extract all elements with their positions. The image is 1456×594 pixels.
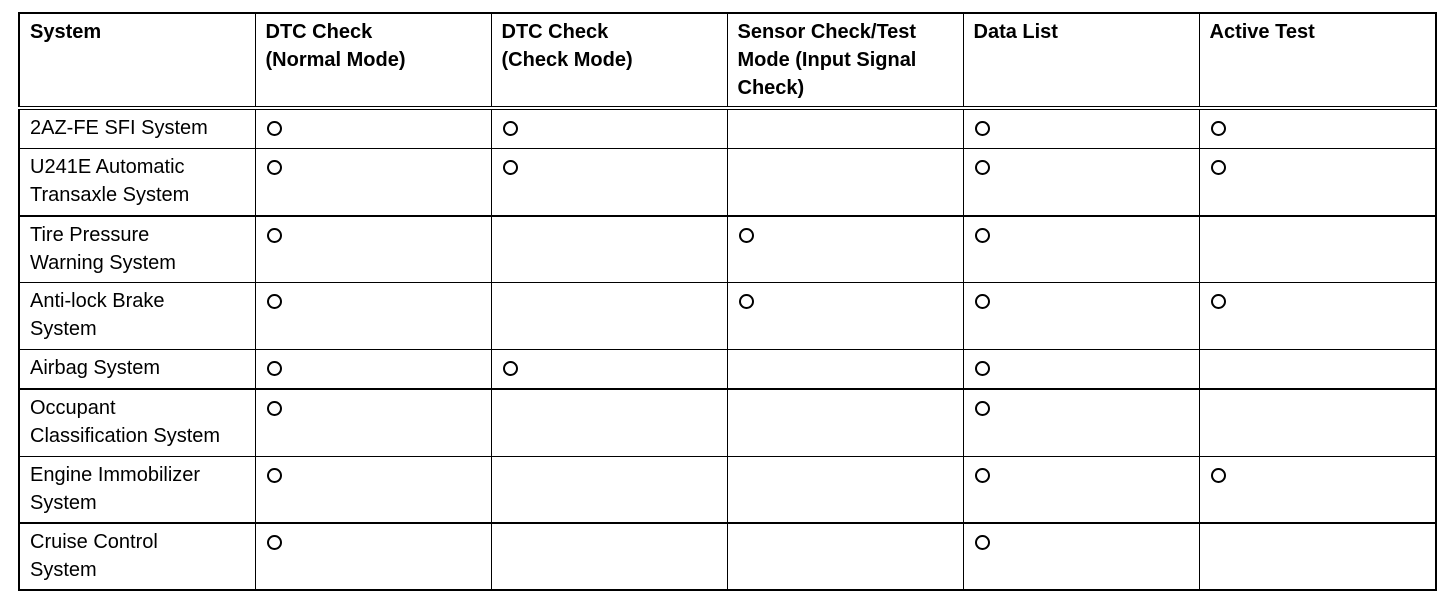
circle-icon (503, 361, 518, 376)
header-row (19, 13, 1436, 108)
circle-icon (1211, 121, 1226, 136)
circle-icon (975, 228, 990, 243)
table-row (19, 149, 1436, 216)
circle-icon (267, 160, 282, 175)
support-cell (727, 456, 963, 523)
system-name-line: Warning System (30, 251, 176, 274)
circle-icon (267, 468, 282, 483)
support-cell (255, 216, 491, 283)
system-name-cell (19, 389, 255, 456)
table-row (19, 456, 1436, 523)
header-line: Active Test (1209, 21, 1315, 43)
support-cell (1199, 216, 1436, 283)
circle-icon (975, 468, 990, 483)
support-cell (727, 523, 963, 590)
column-header-data-list (963, 13, 1199, 108)
circle-icon (1211, 160, 1226, 175)
circle-icon (975, 535, 990, 550)
support-cell (491, 216, 727, 283)
diagnostic-function-table (18, 12, 1437, 591)
support-cell (727, 350, 963, 390)
table-header (19, 13, 1436, 108)
column-header-system (19, 13, 255, 108)
system-name-cell (19, 283, 255, 350)
system-name-cell (19, 216, 255, 283)
table-row (19, 108, 1436, 149)
table-row (19, 389, 1436, 456)
support-cell (963, 456, 1199, 523)
support-cell (1199, 389, 1436, 456)
support-cell (727, 108, 963, 149)
support-cell (727, 216, 963, 283)
support-cell (963, 350, 1199, 390)
header-line: Mode (Input Signal (737, 49, 917, 71)
system-name-line: U241E Automatic (30, 156, 185, 178)
system-name-cell (19, 108, 255, 149)
support-cell (255, 389, 491, 456)
circle-icon (267, 401, 282, 416)
support-cell (1199, 523, 1436, 590)
support-cell (255, 523, 491, 590)
support-cell (1199, 108, 1436, 149)
circle-icon (975, 401, 990, 416)
column-header-sensor-check (727, 13, 963, 108)
support-cell (1199, 149, 1436, 216)
circle-icon (1211, 294, 1226, 309)
header-line: Check) (737, 77, 805, 99)
support-cell (491, 456, 727, 523)
support-cell (491, 149, 727, 216)
header-line: Data List (973, 21, 1058, 43)
system-name-line: Classification System (30, 425, 221, 447)
support-cell (255, 108, 491, 149)
circle-icon (267, 294, 282, 309)
support-cell (255, 149, 491, 216)
support-cell (255, 350, 491, 390)
table-row (19, 283, 1436, 350)
column-header-active-test (1199, 13, 1436, 108)
support-cell (491, 350, 727, 390)
circle-icon (739, 228, 754, 243)
support-cell (963, 523, 1199, 590)
circle-icon (975, 361, 990, 376)
table-row (19, 350, 1436, 390)
circle-icon (739, 294, 754, 309)
system-name-line: System (30, 318, 97, 340)
circle-icon (975, 160, 990, 175)
support-cell (491, 108, 727, 149)
support-cell (727, 283, 963, 350)
column-header-dtc-normal (255, 13, 491, 108)
system-name-cell (19, 149, 255, 216)
header-line: DTC Check (265, 21, 373, 43)
system-name-line: Transaxle System (30, 184, 190, 206)
system-name-line: System (30, 491, 97, 514)
circle-icon (1211, 468, 1226, 483)
support-cell (963, 149, 1199, 216)
header-line: (Check Mode) (501, 49, 633, 71)
header-line: Sensor Check/Test (737, 21, 917, 43)
support-cell (1199, 456, 1436, 523)
system-name-line: Occupant (30, 397, 116, 419)
system-name-line: Tire Pressure (30, 223, 150, 246)
circle-icon (975, 294, 990, 309)
support-cell (491, 523, 727, 590)
circle-icon (267, 121, 282, 136)
system-name-line: Anti-lock Brake (30, 290, 165, 312)
system-name-line: System (30, 559, 97, 581)
circle-icon (503, 121, 518, 136)
header-line: System (30, 21, 102, 43)
support-cell (963, 389, 1199, 456)
support-cell (1199, 283, 1436, 350)
support-cell (963, 108, 1199, 149)
system-name-line: 2AZ-FE SFI System (30, 117, 208, 139)
support-cell (963, 283, 1199, 350)
support-cell (727, 389, 963, 456)
circle-icon (975, 121, 990, 136)
table-body (19, 108, 1436, 590)
system-name-line: Engine Immobilizer (30, 463, 201, 486)
support-cell (727, 149, 963, 216)
system-name-line: Cruise Control (30, 531, 158, 553)
header-line: DTC Check (501, 21, 609, 43)
support-cell (255, 456, 491, 523)
circle-icon (267, 228, 282, 243)
column-header-dtc-check (491, 13, 727, 108)
header-line: (Normal Mode) (265, 49, 406, 71)
table-row (19, 523, 1436, 590)
circle-icon (503, 160, 518, 175)
system-name-line: Airbag System (30, 357, 161, 379)
support-cell (491, 389, 727, 456)
support-cell (255, 283, 491, 350)
system-name-cell (19, 523, 255, 590)
system-name-cell (19, 456, 255, 523)
system-name-cell (19, 350, 255, 390)
support-cell (963, 216, 1199, 283)
circle-icon (267, 535, 282, 550)
support-cell (491, 283, 727, 350)
support-cell (1199, 350, 1436, 390)
circle-icon (267, 361, 282, 376)
table-row (19, 216, 1436, 283)
